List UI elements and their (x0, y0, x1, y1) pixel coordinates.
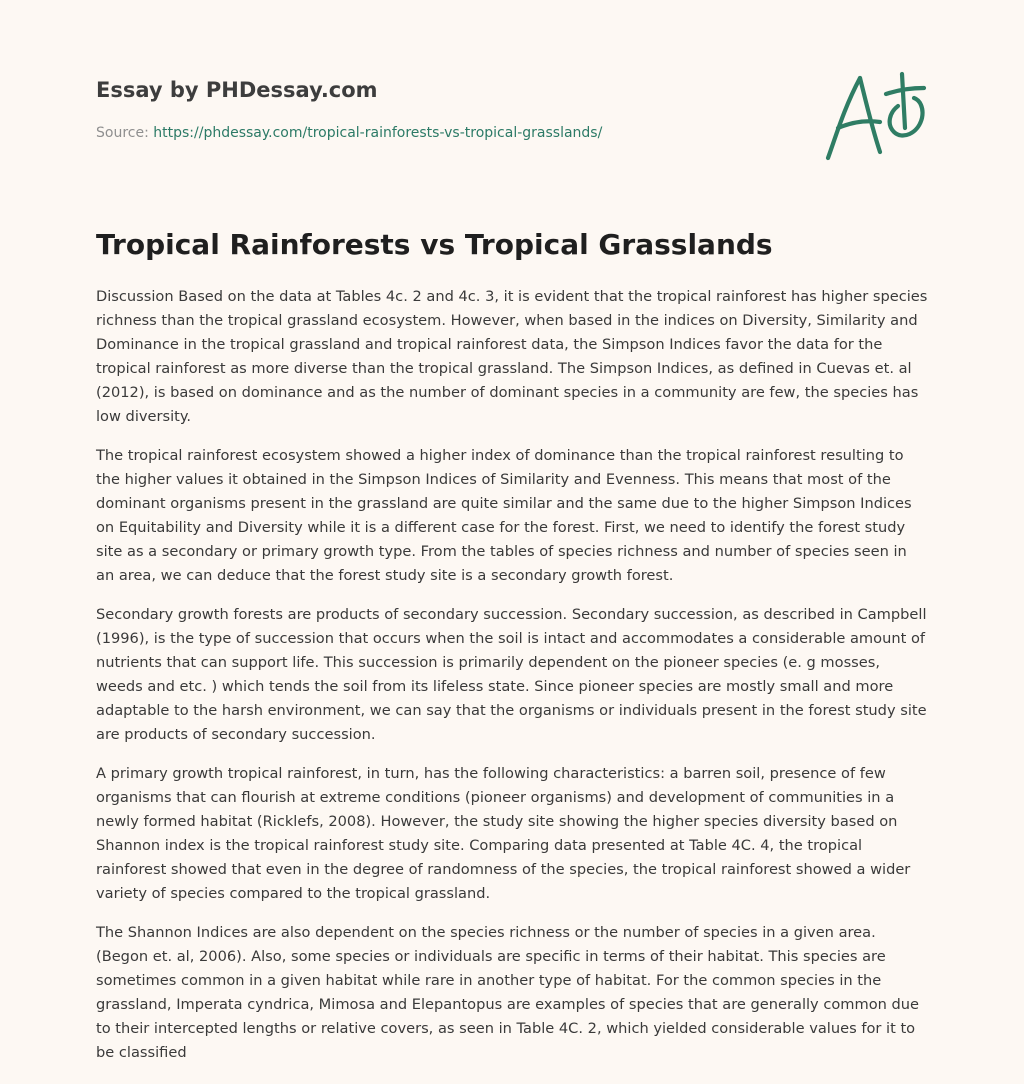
essay-paragraph: Secondary growth forests are products of secondary succession. Secondary succession, as described in Campbell (1996), is the type of succession that occurs when the soil is intact and accommodates a considerable amount of nutrients that can support life. This succession is primarily dependent on the pioneer species (e. g mosses, weeds and etc. ) which tends the soil from its lifeless state. Since pioneer species are mostly small and more adaptable to the harsh environment, we can say that the organisms or individuals present in the forest study site are products of secondary succession. (96, 606, 927, 743)
a-plus-logo-icon (822, 66, 930, 166)
essay-body (96, 285, 928, 1080)
essay-title: Tropical Rainforests vs Tropical Grasslands (96, 228, 773, 261)
essay-paragraph: Discussion Based on the data at Tables 4c. 2 and 4c. 3, it is evident that the tropical rainforest has higher species richness than the tropical grassland ecosystem. However, when based in the indices on Diversity, Similarity and Dominance in the tropical grassland and tropical rainforest data, the Simpson Indices favor the data for the tropical rainforest as more diverse than the tropical grassland. The Simpson Indices, as defined in Cuevas et. al (2012), is based on dominance and as the number of dominant species in a community are few, the species has low diversity. (96, 288, 928, 425)
essay-paragraph: The Shannon Indices are also dependent on the species richness or the number of species in a given area. (Begon et. al, 2006). Also, some species or individuals are specific in terms of their habitat. This species are sometimes common in a given habitat while rare in another type of habitat. For the common species in the grassland, Imperata cyndrica, Mimosa and Elepantopus are examples of species that are generally common due to their intercepted lengths or relative covers, as seen in Table 4C. 2, which yielded considerable values for it to be classified (96, 924, 920, 1061)
essay-paragraph: A primary growth tropical rainforest, in turn, has the following characteristics: a barren soil, presence of few organisms that can flourish at extreme conditions (pioneer organisms) and development of communities in a newly formed habitat (Ricklefs, 2008). However, the study site showing the higher species diversity based on Shannon index is the tropical rainforest study site. Comparing data presented at Table 4C. 4, the tropical rainforest showed that even in the degree of randomness of the species, the tropical rainforest showed a wider variety of species compared to the tropical grassland. (96, 765, 911, 902)
source-line (96, 123, 796, 143)
brand-name: Essay by PHDessay.com (96, 78, 378, 102)
essay-header (96, 76, 796, 143)
essay-paragraph: The tropical rainforest ecosystem showed a higher index of dominance than the tropical rainforest resulting to the higher values it obtained in the Simpson Indices of Similarity and Evenness. This means that most of the dominant organisms present in the grassland are quite similar and the same due to the higher Simpson Indices on Equitability and Diversity while it is a different case for the forest. First, we need to identify the forest study site as a secondary or primary growth type. From the tables of species richness and number of species seen in an area, we can deduce that the forest study site is a secondary growth forest. (96, 447, 912, 584)
source-link[interactable]: https://phdessay.com/tropical-rainforests-vs-tropical-grasslands/ (153, 125, 603, 141)
a-plus-logo (822, 66, 930, 166)
source-label: Source: (96, 125, 149, 141)
